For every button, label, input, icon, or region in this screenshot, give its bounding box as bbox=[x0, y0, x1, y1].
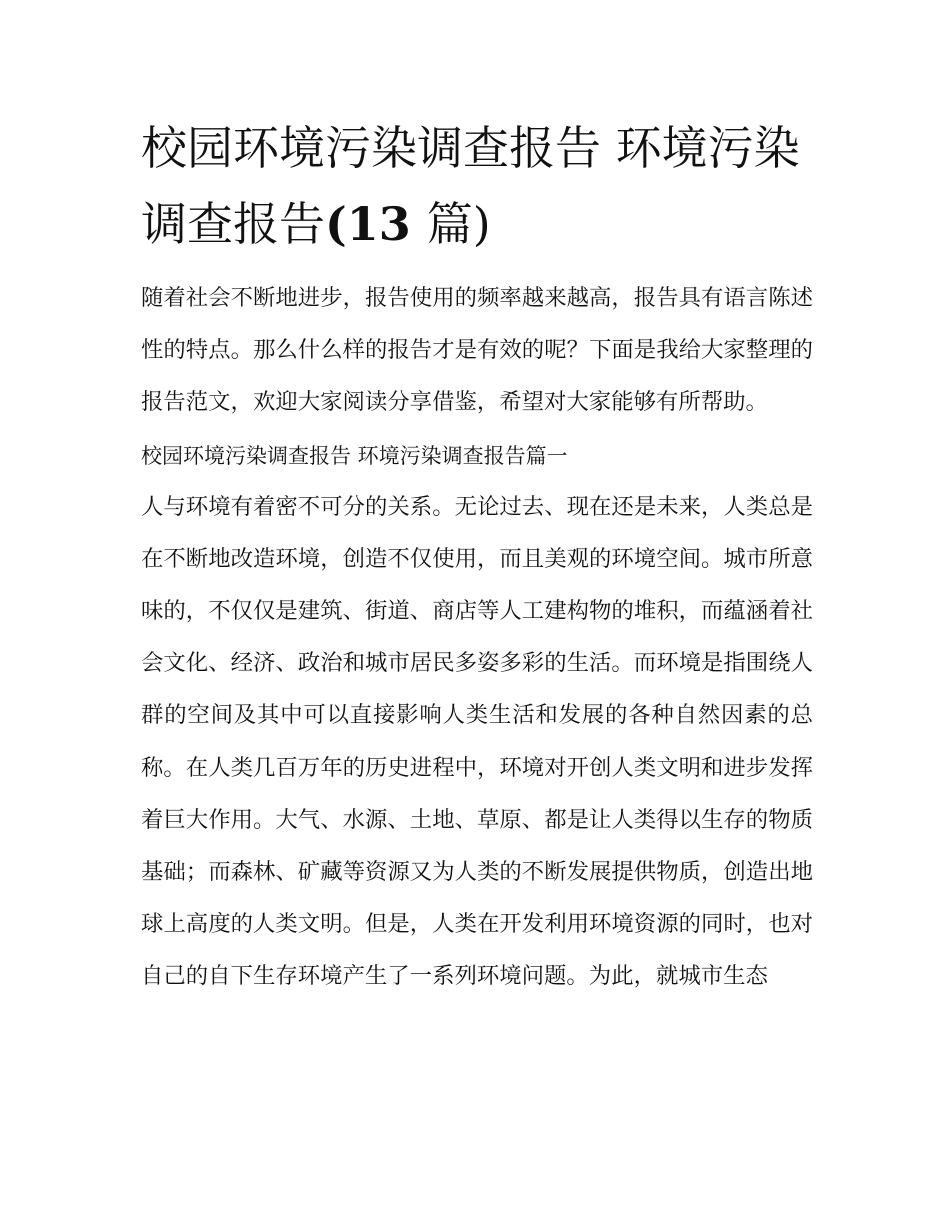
body-paragraph: 人与环境有着密不可分的关系。无论过去、现在还是未来，人类总是在不断地改造环境，创造不仅使用，而且美观的环境空间。城市所意味的，不仅仅是建筑、街道、商店等人工建构物的堆积，而蕴涵着社会文化、经济、政治和城市居民多姿多彩的生活。而环境是指围绕人群的空间及其中可以直接影响人类生活和发展的各种自然因素的总称。在人类几百万年的历史进程中，环境对开创人类文明和进步发挥着巨大作用。大气、水源、土地、草原、都是让人类得以生存的物质基础；而森林、矿藏等资源又为人类的不断发展提供物质，创造出地球上高度的人类文明。但是，人类在开发利用环境资源的同时，也对自己的自下生存环境产生了一系列环境问题。为此，就城市生态 bbox=[141, 493, 813, 990]
document-page bbox=[141, 110, 813, 1003]
section-heading: 校园环境污染调查报告 环境污染调查报告篇一 bbox=[141, 443, 568, 468]
title-count: (13 bbox=[325, 197, 427, 251]
intro-paragraph: 随着社会不断地进步，报告使用的频率越来越高，报告具有语言陈述性的特点。那么什么样的报告才是有效的呢？下面是我给大家整理的报告范文，欢迎大家阅读分享借鉴，希望对大家能够有所帮助。 bbox=[141, 285, 813, 416]
title-text: 校园环境污染调查报告 环境污染调查报告 bbox=[141, 121, 800, 251]
document-title bbox=[141, 110, 813, 262]
title-suffix: 篇) bbox=[426, 197, 491, 251]
